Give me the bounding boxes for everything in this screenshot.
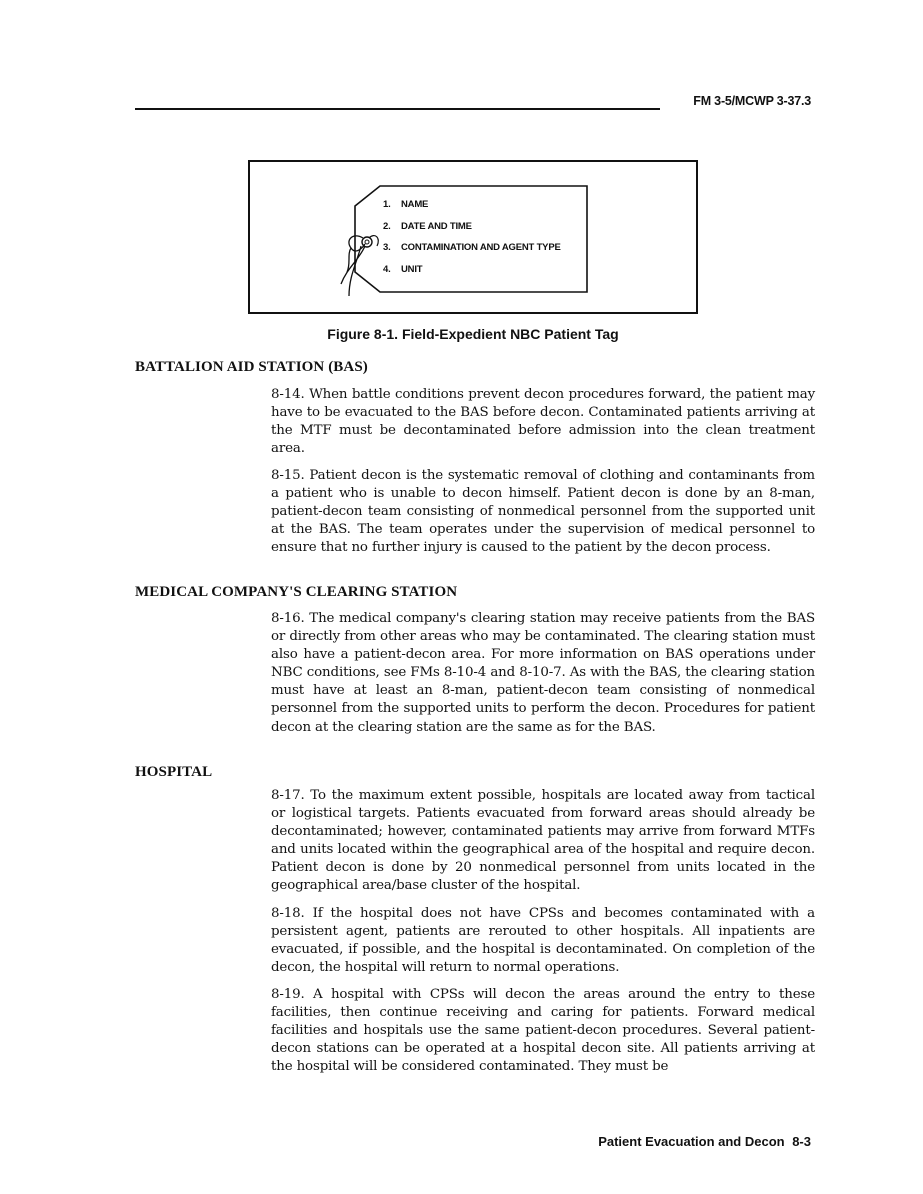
tag-field [383, 241, 561, 263]
page-footer [598, 1134, 811, 1149]
section-heading-hospital: HOSPITAL [135, 764, 213, 780]
paragraph-8-18: 8-18. If the hospital does not have CPSs and becomes contaminated with a persistent agent, patients are rerouted to other hospitals. All inpatients are evacuated, if possible, and the hospital is decontaminated. On completion of the decon, the hospital will return to normal operations. [271, 906, 815, 976]
tag-field-number: 4. [383, 264, 391, 276]
paragraph-8-17: 8-17. To the maximum extent possible, hospitals are located away from tactical or logistical targets. Patients evacuated from forward areas should already be decontaminated; however, contaminated patients may arrive from forward MTFs and units located within the geographical area of the hospital and require decon. Patient decon is done by 20 nonmedical personnel from units located in the geographical area/base cluster of the hospital. [271, 788, 815, 894]
patient-tag-fields [383, 198, 561, 285]
tag-field-number: 2. [383, 220, 391, 232]
paragraph-8-16: 8-16. The medical company's clearing station may receive patients from the BAS or directly from other areas who may be contaminated. The clearing station must also have a patient-decon area. For more information on BAS operations under NBC conditions, see FMs 8-10-4 and 8-10-7. As with the BAS, the clearing station must have at least an 8-man, patient-decon team consisting of nonmedical personnel from the supported units to perform the decon. Procedures for patient decon at the clearing station are the same as for the BAS. [271, 611, 815, 735]
tag-field-label: NAME [401, 199, 429, 210]
document-reference: FM 3-5/MCWP 3-37.3 [693, 94, 811, 108]
tag-field [383, 220, 561, 242]
paragraph-8-19: 8-19. A hospital with CPSs will decon the areas around the entry to these facilities, then continue receiving and caring for patients. Forward medical facilities and hospitals use the same patient-decon procedures. Several patient-decon stations can be operated at a hospital decon site. All patients arriving at the hospital will be considered contaminated. They must be [271, 987, 815, 1075]
paragraph-8-14: 8-14. When battle conditions prevent decon procedures forward, the patient may have to be evacuated to the BAS before decon. Contaminated patients arriving at the MTF must be decontaminated before admission into the clean treatment area. [271, 387, 815, 457]
section-heading-clearing-station: MEDICAL COMPANY'S CLEARING STATION [135, 584, 458, 600]
page-number: 8-3 [792, 1134, 811, 1149]
tag-field-label: DATE AND TIME [401, 220, 472, 232]
tag-field-number: 3. [383, 242, 391, 254]
tag-field-label: CONTAMINATION AND AGENT TYPE [401, 242, 561, 254]
footer-chapter-title: Patient Evacuation and Decon [598, 1134, 785, 1149]
tag-field-number: 1. [383, 199, 391, 210]
header-rule [135, 108, 660, 110]
figure-caption: Figure 8-1. Field-Expedient NBC Patient Tag [327, 326, 619, 342]
tag-field [383, 263, 561, 285]
tag-field-label: UNIT [401, 264, 423, 276]
section-heading-bas: BATTALION AID STATION (BAS) [135, 359, 368, 375]
tag-field [383, 198, 561, 220]
paragraph-8-15: 8-15. Patient decon is the systematic removal of clothing and contaminants from a patient who is unable to decon himself. Patient decon is done by an 8-man, patient-decon team consisting of nonmedical personnel from the supported unit at the BAS. The team operates under the supervision of medical personnel to ensure that no further injury is caused to the patient by the decon process. [271, 468, 815, 556]
